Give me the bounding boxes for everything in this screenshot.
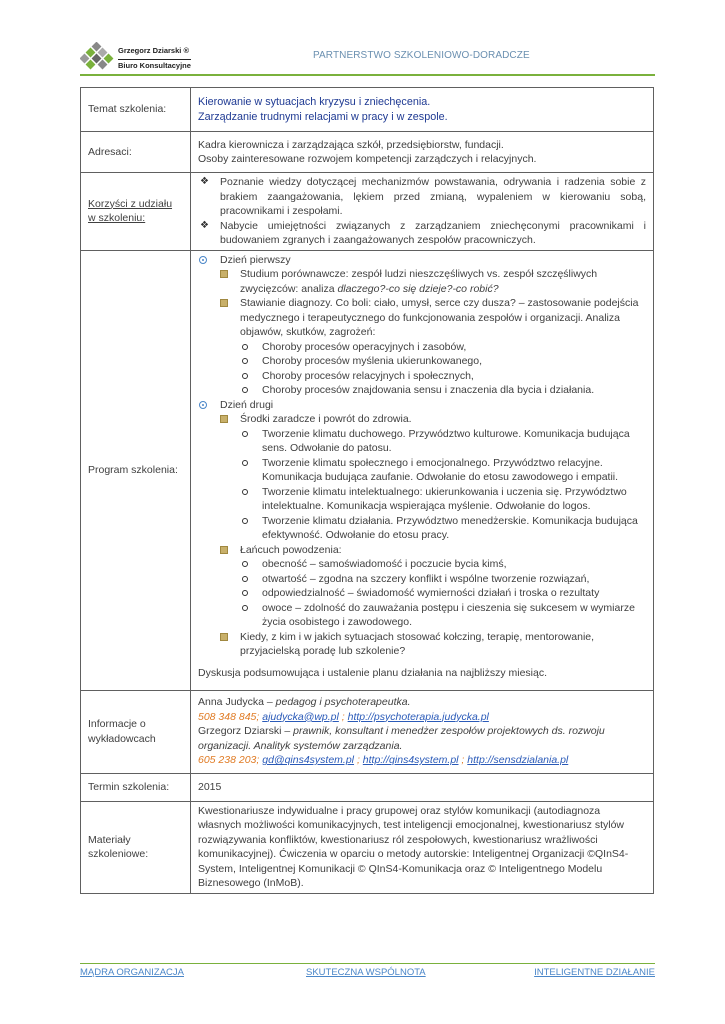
trainers-label-line2: wykładowcach bbox=[88, 732, 156, 745]
separator: ; bbox=[354, 754, 363, 767]
page-footer bbox=[80, 963, 655, 981]
benefit-text: Nabycie umiejętności związanych z zarządzaniem zniechęconymi pracownikami i budowaniem zgranych i zaangażowanych zespołów pracowniczych. bbox=[220, 219, 646, 246]
footer-left: MĄDRA ORGANIZACJA bbox=[80, 967, 184, 978]
program-subitem bbox=[198, 586, 646, 601]
program-item bbox=[198, 630, 646, 659]
trainer2-contact bbox=[198, 753, 646, 768]
materials-label-line1: Materiały bbox=[88, 833, 131, 846]
benefits-label bbox=[81, 173, 191, 251]
program-item bbox=[198, 412, 646, 427]
benefit-text: Poznanie wiedzy dotyczącej mechanizmów powstawania, odrywania i radzenia sobie z brakiem zaangażowania, lękiem przed zmianą, wypaleniem w kierowaniu sobą, pracownikami i zespołami. bbox=[220, 176, 646, 217]
audience-value bbox=[191, 132, 654, 173]
materials-label bbox=[81, 801, 191, 893]
program-subtext: otwartość – zgodna na szczery konflikt i wspólne tworzenie rozwiązań, bbox=[262, 572, 590, 585]
circle-outline-bullet-icon bbox=[242, 358, 248, 364]
square-bullet-icon bbox=[220, 633, 228, 641]
benefits-row bbox=[81, 173, 654, 251]
program-subtext: Choroby procesów myślenia ukierunkowanego, bbox=[262, 355, 483, 367]
program-subtext: Choroby procesów znajdowania sensu i znaczenia dla bycia i działania. bbox=[262, 384, 595, 396]
audience-label: Adresaci: bbox=[81, 132, 191, 173]
page-header bbox=[80, 40, 655, 76]
circle-bullet-icon bbox=[199, 256, 207, 264]
circle-outline-bullet-icon bbox=[242, 576, 248, 582]
trainer2-website2-link[interactable]: http://sensdzialania.pl bbox=[467, 754, 569, 767]
trainer2-website-link[interactable]: http://qins4system.pl bbox=[362, 754, 459, 767]
separator: ; bbox=[458, 754, 468, 767]
logo-subtitle: Biuro Konsultacyjne bbox=[118, 61, 191, 70]
topic-row bbox=[81, 88, 654, 132]
program-subtext: odpowiedzialność – świadomość wymierności działań i troska o rezultaty bbox=[262, 587, 600, 599]
program-text: Stawianie diagnozy. Co boli: ciało, umysł, serce czy dusza? – zastosowanie podejścia medycznego i terapeutycznego do funkcjonowania zespołów i organizacji. Analiza objawów, skutków, zagrożeń: bbox=[240, 297, 639, 338]
program-subitem bbox=[198, 340, 646, 355]
trainer1-name: Anna Judycka bbox=[198, 696, 264, 709]
trainer2-email-link[interactable]: gd@qins4system.pl bbox=[262, 754, 355, 767]
day-heading bbox=[198, 398, 646, 413]
footer-center: SKUTECZNA WSPÓLNOTA bbox=[306, 967, 426, 978]
program-subitem bbox=[198, 514, 646, 543]
logo-name: Grzegorz Dziarski ® bbox=[118, 46, 189, 55]
program-subitem bbox=[198, 572, 646, 587]
trainer2-name: Grzegorz Dziarski bbox=[198, 725, 282, 738]
trainer2-info bbox=[198, 724, 646, 753]
program-subitem bbox=[198, 601, 646, 630]
square-bullet-icon bbox=[220, 299, 228, 307]
program-subtext: Tworzenie klimatu duchowego. Przywództwo kulturowe. Komunikacja budująca sens. Odwołanie do patosu. bbox=[262, 427, 630, 454]
program-subitem bbox=[198, 383, 646, 398]
trainer1-email-link[interactable]: ajudycka@wp.pl bbox=[262, 710, 339, 723]
trainers-label bbox=[81, 690, 191, 773]
circle-outline-bullet-icon bbox=[242, 489, 248, 495]
circle-bullet-icon bbox=[199, 401, 207, 409]
circle-outline-bullet-icon bbox=[242, 387, 248, 393]
trainer1-info bbox=[198, 695, 646, 710]
program-subtext: Choroby procesów operacyjnych i zasobów, bbox=[262, 340, 467, 353]
square-bullet-icon bbox=[220, 415, 228, 423]
trainers-row bbox=[81, 690, 654, 773]
square-bullet-icon bbox=[220, 270, 228, 278]
header-title: PARTNERSTWO SZKOLENIOWO-DORADCZE bbox=[313, 50, 530, 61]
materials-value: Kwestionariusze indywidualne i pracy grupowej oraz stylów komunikacji (autodiagnoza własnych możliwości komunikacyjnych, test inteligencji emocjonalnej, kwestionariusz stylów rozwiązywania konfliktów, kwestionariusz ról zespołowych, kwestionariusz wrażliwości komunikacyjnej). Ćwiczenia w oparciu o metody autorskie: Inteligentnej Organizacji ©QInS4-System, Inteligentnej Komunikacji © QInS4-Komunikacja oraz © Inteligentnego Modelu Biznesowego (InMoB). bbox=[191, 801, 654, 893]
topic-line2: Zarządzanie trudnymi relacjami w pracy i w zespole. bbox=[198, 110, 448, 123]
trainer1-phone: 508 348 845; bbox=[198, 710, 260, 723]
footer-right: INTELIGENTNE DZIAŁANIE bbox=[534, 967, 655, 978]
date-row bbox=[81, 773, 654, 801]
benefits-label-line2: w szkoleniu: bbox=[88, 212, 146, 225]
diamond-bullet-icon: ❖ bbox=[200, 219, 209, 231]
circle-outline-bullet-icon bbox=[242, 605, 248, 611]
circle-outline-bullet-icon bbox=[242, 344, 248, 350]
program-item bbox=[198, 296, 646, 340]
program-subitem bbox=[198, 456, 646, 485]
benefits-label-line1: Korzyści z udziału bbox=[88, 197, 173, 210]
trainer1-website-link[interactable]: http://psychoterapia.judycka.pl bbox=[347, 710, 489, 723]
circle-outline-bullet-icon bbox=[242, 460, 248, 466]
date-label: Termin szkolenia: bbox=[81, 773, 191, 801]
benefit-item bbox=[198, 175, 646, 219]
circle-outline-bullet-icon bbox=[242, 431, 248, 437]
date-value: 2015 bbox=[191, 773, 654, 801]
circle-outline-bullet-icon bbox=[242, 590, 248, 596]
topic-line1: Kierowanie w sytuacjach kryzysu i zniechęcenia. bbox=[198, 96, 431, 108]
program-subtext: Tworzenie klimatu społecznego i emocjonalnego. Przywództwo relacyjne. Komunikacja budująca zaufanie. Odwołanie do etosu zawodowego i empatii. bbox=[262, 456, 619, 483]
program-subtext: obecność – samoświadomość i poczucie bycia kimś, bbox=[262, 558, 507, 570]
program-subtext: Choroby procesów relacyjnych i społecznych, bbox=[262, 369, 474, 382]
program-subtext: Tworzenie klimatu działania. Przywództwo menedżerskie. Komunikacja budująca efektywność. Odwołanie do etosu pracy. bbox=[262, 514, 638, 541]
logo-diamond-icon bbox=[80, 42, 114, 72]
separator: ; bbox=[338, 710, 348, 723]
day-heading bbox=[198, 253, 646, 268]
program-text-italic: dlaczego?-co się dzieje?-co robić? bbox=[337, 282, 499, 295]
trainer1-role: – pedagog i psychoterapeutka. bbox=[263, 696, 411, 709]
trainer2-role: – prawnik, konsultant i menedżer zespołów projektowych ds. rozwoju organizacji. Analityk systemów zarządzania. bbox=[198, 725, 605, 752]
day-title: Dzień pierwszy bbox=[220, 253, 291, 266]
program-text: Środki zaradcze i powrót do zdrowia. bbox=[240, 413, 412, 425]
program-subitem bbox=[198, 354, 646, 369]
audience-line1: Kadra kierownicza i zarządzająca szkół, przedsiębiorstw, fundacji. bbox=[198, 138, 504, 151]
program-value bbox=[191, 250, 654, 690]
trainers-label-line1: Informacje o bbox=[88, 718, 146, 730]
program-subtext: Tworzenie klimatu intelektualnego: ukierunkowania i uczenia się. Przywództwo intelektualne. Komunikacja wspierająca myślenie. Odwołanie do logos. bbox=[262, 485, 627, 512]
program-subitem bbox=[198, 369, 646, 384]
day-title: Dzień drugi bbox=[220, 398, 274, 411]
circle-outline-bullet-icon bbox=[242, 518, 248, 524]
program-row bbox=[81, 250, 654, 690]
program-text: Kiedy, z kim i w jakich sytuacjach stosować kołczing, terapię, mentorowanie, przyjacielską poradę lub szkolenie? bbox=[240, 630, 595, 657]
program-text: Łańcuch powodzenia: bbox=[240, 543, 342, 556]
program-subitem bbox=[198, 485, 646, 514]
topic-label: Temat szkolenia: bbox=[81, 88, 191, 132]
trainers-value bbox=[191, 690, 654, 773]
circle-outline-bullet-icon bbox=[242, 561, 248, 567]
materials-label-line2: szkoleniowe: bbox=[88, 848, 149, 860]
benefit-item bbox=[198, 219, 646, 248]
program-text: Studium porównawcze: zespół ludzi nieszczęśliwych vs. zespół szczęśliwych zwycięzców: analiza bbox=[240, 268, 598, 295]
program-subtext: owoce – zdolność do zauważania postępu i cieszenia się sukcesem w wymiarze życia osobistego i zawodowego. bbox=[262, 601, 635, 628]
audience-line2: Osoby zainteresowane rozwojem kompetencji zarządczych i relacyjnych. bbox=[198, 153, 537, 165]
circle-outline-bullet-icon bbox=[242, 373, 248, 379]
program-item bbox=[198, 267, 646, 296]
topic-value bbox=[191, 88, 654, 132]
diamond-bullet-icon: ❖ bbox=[200, 176, 209, 187]
training-info-table bbox=[80, 87, 654, 894]
program-item bbox=[198, 543, 646, 558]
benefits-value bbox=[191, 173, 654, 251]
trainer2-phone: 605 238 203; bbox=[198, 754, 260, 767]
materials-row bbox=[81, 801, 654, 893]
program-subitem bbox=[198, 427, 646, 456]
trainer1-contact bbox=[198, 710, 646, 725]
company-logo bbox=[80, 42, 200, 74]
program-label: Program szkolenia: bbox=[81, 250, 191, 690]
program-summary: Dyskusja podsumowująca i ustalenie planu działania na najbliższy miesiąc. bbox=[198, 666, 548, 679]
program-subitem bbox=[198, 557, 646, 572]
audience-row bbox=[81, 132, 654, 173]
square-bullet-icon bbox=[220, 546, 228, 554]
